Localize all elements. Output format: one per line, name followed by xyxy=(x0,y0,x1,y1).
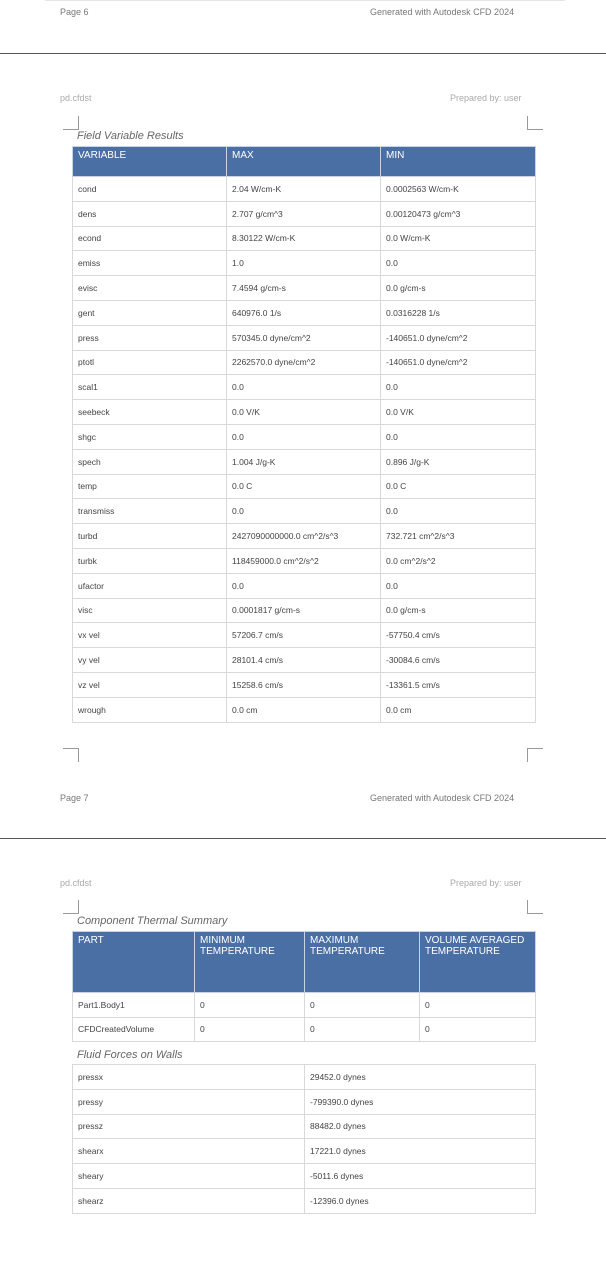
table-row xyxy=(73,276,536,301)
table-cell: transmiss xyxy=(73,499,227,524)
table-row xyxy=(73,1188,536,1213)
table-cell: 1.0 xyxy=(227,251,381,276)
table-cell: 0.0 xyxy=(381,499,536,524)
table-row xyxy=(73,201,536,226)
table-cell: evisc xyxy=(73,276,227,301)
table-cell: -140651.0 dyne/cm^2 xyxy=(381,350,536,375)
table-cell: -140651.0 dyne/cm^2 xyxy=(381,325,536,350)
table-cell: emiss xyxy=(73,251,227,276)
page-divider xyxy=(0,838,606,839)
table-cell: -12396.0 dynes xyxy=(305,1188,536,1213)
table-cell: spech xyxy=(73,449,227,474)
table-row xyxy=(73,325,536,350)
generated-label: Generated with Autodesk CFD 2024 xyxy=(370,793,515,803)
table-cell: 0.0 xyxy=(227,499,381,524)
table-cell: 88482.0 dynes xyxy=(305,1114,536,1139)
table-cell: 640976.0 1/s xyxy=(227,300,381,325)
table-cell: 0.0 C xyxy=(227,474,381,499)
table-row xyxy=(73,993,536,1018)
page-number: Page 7 xyxy=(60,793,89,803)
table-row xyxy=(73,598,536,623)
table-row xyxy=(73,400,536,425)
table-cell: -13361.5 cm/s xyxy=(381,672,536,697)
table-cell: 732.721 cm^2/s^3 xyxy=(381,524,536,549)
table-cell: 2427090000000.0 cm^2/s^3 xyxy=(227,524,381,549)
table-cell: 2.04 W/cm-K xyxy=(227,177,381,202)
crop-mark xyxy=(527,748,543,762)
table-row xyxy=(73,375,536,400)
table-row xyxy=(73,499,536,524)
table-cell: 0.0001817 g/cm-s xyxy=(227,598,381,623)
section-title: Fluid Forces on Walls xyxy=(77,1049,183,1061)
table-cell: 0.0 xyxy=(381,375,536,400)
table-cell: pressx xyxy=(73,1065,305,1090)
table-cell: CFDCreatedVolume xyxy=(73,1017,195,1042)
crop-mark xyxy=(63,748,79,762)
table-cell: 15258.6 cm/s xyxy=(227,672,381,697)
table-row xyxy=(73,449,536,474)
column-header: VARIABLE xyxy=(73,147,227,177)
table-cell: 0.0 xyxy=(381,573,536,598)
table-cell: 29452.0 dynes xyxy=(305,1065,536,1090)
table-cell: 570345.0 dyne/cm^2 xyxy=(227,325,381,350)
table-cell: -799390.0 dynes xyxy=(305,1089,536,1114)
table-cell: 0.0 C xyxy=(381,474,536,499)
table-cell: 0.0002563 W/cm-K xyxy=(381,177,536,202)
table-cell: 0.0 cm xyxy=(227,697,381,722)
table-cell: 0.896 J/g-K xyxy=(381,449,536,474)
table-cell: 0.0 xyxy=(227,375,381,400)
column-header: MIN xyxy=(381,147,536,177)
table-cell: shgc xyxy=(73,424,227,449)
table-cell: 0.0316228 1/s xyxy=(381,300,536,325)
column-header: MAX xyxy=(227,147,381,177)
fluid-forces-table xyxy=(72,1064,536,1214)
table-cell: shearz xyxy=(73,1188,305,1213)
table-row xyxy=(73,1065,536,1090)
table-cell: 2.707 g/cm^3 xyxy=(227,201,381,226)
table-cell: vy vel xyxy=(73,648,227,673)
table-cell: 0.0 g/cm-s xyxy=(381,276,536,301)
table-row xyxy=(73,424,536,449)
table-cell: -30084.6 cm/s xyxy=(381,648,536,673)
table-cell: 0.0 V/K xyxy=(381,400,536,425)
field-variable-table xyxy=(72,146,536,723)
table-cell: dens xyxy=(73,201,227,226)
table-cell: 57206.7 cm/s xyxy=(227,623,381,648)
column-header: MINIMUM TEMPERATURE xyxy=(195,932,305,993)
crop-mark xyxy=(63,116,79,130)
table-cell: ufactor xyxy=(73,573,227,598)
file-name: pd.cfdst xyxy=(60,93,92,103)
table-cell: 0.0 xyxy=(227,424,381,449)
page-number: Page 6 xyxy=(60,7,89,17)
table-row xyxy=(73,1114,536,1139)
table-cell: sheary xyxy=(73,1164,305,1189)
table-row xyxy=(73,573,536,598)
prepared-by: Prepared by: user xyxy=(450,93,522,103)
table-row xyxy=(73,1164,536,1189)
table-cell: wrough xyxy=(73,697,227,722)
table-cell: shearx xyxy=(73,1139,305,1164)
table-row xyxy=(73,474,536,499)
table-row xyxy=(73,177,536,202)
table-cell: 0 xyxy=(420,993,536,1018)
table-row xyxy=(73,648,536,673)
section-title: Field Variable Results xyxy=(77,130,184,142)
column-header: MAXIMUM TEMPERATURE xyxy=(305,932,420,993)
table-cell: ptotl xyxy=(73,350,227,375)
table-cell: vx vel xyxy=(73,623,227,648)
table-cell: 17221.0 dynes xyxy=(305,1139,536,1164)
table-row xyxy=(73,548,536,573)
table-row xyxy=(73,1017,536,1042)
table-cell: visc xyxy=(73,598,227,623)
page-divider xyxy=(0,53,606,54)
table-cell: 0 xyxy=(420,1017,536,1042)
table-row xyxy=(73,623,536,648)
table-cell: 1.004 J/g-K xyxy=(227,449,381,474)
table-cell: pressz xyxy=(73,1114,305,1139)
table-cell: 0.0 xyxy=(381,424,536,449)
table-cell: 0 xyxy=(195,1017,305,1042)
table-row xyxy=(73,226,536,251)
table-cell: 0 xyxy=(195,993,305,1018)
table-cell: 0 xyxy=(305,1017,420,1042)
generated-label: Generated with Autodesk CFD 2024 xyxy=(370,7,515,17)
table-cell: 0.0 g/cm-s xyxy=(381,598,536,623)
table-cell: 0 xyxy=(305,993,420,1018)
table-cell: 28101.4 cm/s xyxy=(227,648,381,673)
prepared-by: Prepared by: user xyxy=(450,878,522,888)
table-cell: turbk xyxy=(73,548,227,573)
table-cell: 7.4594 g/cm-s xyxy=(227,276,381,301)
table-cell: pressy xyxy=(73,1089,305,1114)
crop-mark xyxy=(527,900,543,914)
top-rule xyxy=(45,0,565,1)
table-cell: 0.00120473 g/cm^3 xyxy=(381,201,536,226)
table-row xyxy=(73,300,536,325)
table-cell: temp xyxy=(73,474,227,499)
table-cell: econd xyxy=(73,226,227,251)
table-cell: 8.30122 W/cm-K xyxy=(227,226,381,251)
table-row xyxy=(73,697,536,722)
column-header: VOLUME AVERAGED TEMPERATURE xyxy=(420,932,536,993)
crop-mark xyxy=(527,116,543,130)
table-row xyxy=(73,524,536,549)
table-cell: press xyxy=(73,325,227,350)
file-name: pd.cfdst xyxy=(60,878,92,888)
table-cell: 0.0 xyxy=(227,573,381,598)
thermal-summary-table xyxy=(72,931,536,1042)
table-cell: 0.0 cm xyxy=(381,697,536,722)
table-cell: 2262570.0 dyne/cm^2 xyxy=(227,350,381,375)
table-cell: cond xyxy=(73,177,227,202)
table-cell: Part1.Body1 xyxy=(73,993,195,1018)
table-cell: 0.0 V/K xyxy=(227,400,381,425)
table-cell: -5011.6 dynes xyxy=(305,1164,536,1189)
crop-mark xyxy=(63,900,79,914)
table-cell: gent xyxy=(73,300,227,325)
table-cell: -57750.4 cm/s xyxy=(381,623,536,648)
table-row xyxy=(73,251,536,276)
table-cell: turbd xyxy=(73,524,227,549)
table-cell: scal1 xyxy=(73,375,227,400)
table-row xyxy=(73,1089,536,1114)
table-cell: seebeck xyxy=(73,400,227,425)
column-header: PART xyxy=(73,932,195,993)
table-row xyxy=(73,1139,536,1164)
table-row xyxy=(73,350,536,375)
table-cell: 118459000.0 cm^2/s^2 xyxy=(227,548,381,573)
section-title: Component Thermal Summary xyxy=(77,915,228,927)
table-cell: 0.0 xyxy=(381,251,536,276)
table-cell: 0.0 W/cm-K xyxy=(381,226,536,251)
table-cell: 0.0 cm^2/s^2 xyxy=(381,548,536,573)
table-row xyxy=(73,672,536,697)
table-cell: vz vel xyxy=(73,672,227,697)
